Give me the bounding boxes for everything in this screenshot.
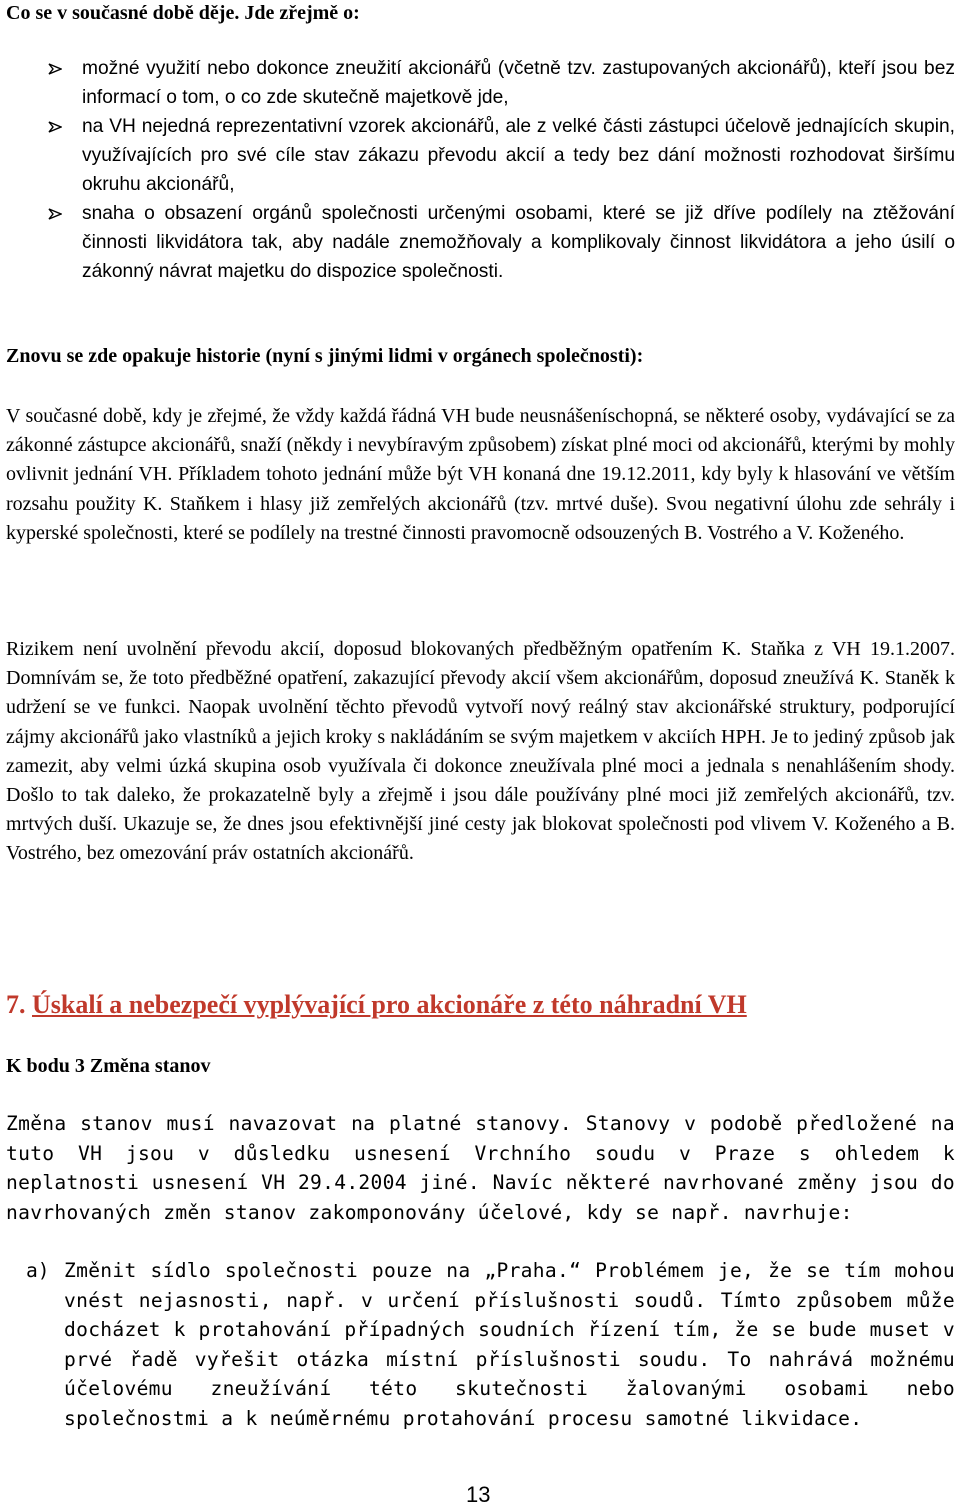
page-number: 13 [466, 1482, 491, 1507]
item-marker: a) [26, 1259, 50, 1282]
bullet-item [6, 54, 955, 112]
section-title-text: Úskalí a nebezpečí vyplývající pro akcionáře z této náhradní VH [32, 990, 747, 1019]
bullet-item [6, 199, 955, 286]
bullet-item [6, 112, 955, 199]
paragraph-current-situation: V současné době, kdy je zřejmé, že vždy každá řádná VH bude neusnášeníschopná, se některé osoby, vydávající se za zákonné zástupce akcionářů, snaží (někdy i nevybíravým způsobem) získat plné moci od akcionářů, kterými by mohly ovlivnit jednání VH. Příkladem tohoto jednání může být VH konaná dne 19.12.2011, kdy byly k hlasování ve větším rozsahu použity K. Staňkem i hlasy již zemřelých akcionářů (tzv. mrtvé duše). Svou negativní úlohu zde sehrály i kyperské společnosti, které se podílely na trestné činnosti pravomocně odsouzených B. Vostrého a V. Koženého. [6, 405, 955, 544]
bullet-list [6, 54, 955, 286]
paragraph-risk: Rizikem není uvolnění převodu akcií, doposud blokovaných předběžným opatřením K. Staňka z VH 19.1.2007. Domnívám se, že toto předběžné opatření, zakazující převody akcií všem akcionářům, doposud zneužívá K. Staněk k udržení se ve funkci. Naopak uvolnění těchto převodů vytvoří nový reálný stav akcionářské struktury, podporující zájmy akcionářů jako vlastníků a jejich kroky s nakládáním se svým majetkem v akciích HPH. Je to jediný způsob jak zamezit, aby velmi úzká skupina osob využívala či dokonce zneužívala plné moci a jednala s nenahlášením shody. Došlo to tak daleko, že prokazatelně byly a zřejmě i jsou dále používány plné moci již zemřelých akcionářů, tzv. mrtvých duší. Ukazuje se, že dnes jsou efektivnější jiné cesty jak blokovat společnosti pod vlivem V. Koženého a B. Vostrého, bez omezování práv ostatních akcionářů. [6, 638, 955, 865]
arrow-bullet-icon [48, 121, 62, 133]
history-heading: Znovu se zde opakuje historie (nyní s jinými lidmi v orgánech společnosti): [6, 345, 644, 367]
arrow-bullet-icon [48, 63, 62, 75]
intro-heading: Co se v současné době děje. Jde zřejmě o: [6, 2, 360, 24]
section-number: 7. [6, 990, 26, 1019]
list-item [6, 1256, 955, 1434]
subheading: K bodu 3 Změna stanov [6, 1055, 211, 1077]
bullet-text: snaha o obsazení orgánů společnosti určenými osobami, které se již dříve podílely na ztěžování činnosti likvidátora tak, aby nadále znemožňovaly a komplikovaly činnost likvidátora a jeho úsilí o zákonný návrat majetku do dispozice společnosti. [82, 203, 955, 282]
bullet-text: na VH nejedná reprezentativní vzorek akcionářů, ale z velké části zástupci účelově jednajících skupin, využívajících pro své cíle stav zákazu převodu akcií a tedy bez dání možnosti rozhodovat širšímu okruhu akcionářů, [82, 116, 955, 195]
section-title [6, 990, 747, 1020]
arrow-bullet-icon [48, 208, 62, 220]
item-text: Změnit sídlo společnosti pouze na „Praha.“ Problémem je, že se tím mohou vnést nejasnosti, např. v určení příslušnosti soudů. Tímto způsobem může docházet k protahování případných soudních řízení tím, že se bude muset v prvé řadě vyřešit otázka místní příslušnosti soudu. To nahrává možnému účelovému zneužívání této skutečnosti žalovanými osobami nebo společnostmi a k neúměrnému protahování procesu samotné likvidace. [64, 1259, 955, 1430]
bullet-text: možné využití nebo dokonce zneužití akcionářů (včetně tzv. zastupovaných akcionářů), kteří jsou bez informací o tom, o co zde skutečně majetkově jde, [82, 58, 955, 108]
paragraph-statute-change: Změna stanov musí navazovat na platné stanovy. Stanovy v podobě předložené na tuto VH jsou v důsledku usnesení Vrchního soudu v Praze s ohledem k neplatnosti usnesení VH 29.4.2004 jiné. Navíc některé navrhované změny jsou do navrhovaných změn stanov zakomponovány účelové, kdy se např. navrhuje: [6, 1112, 955, 1224]
